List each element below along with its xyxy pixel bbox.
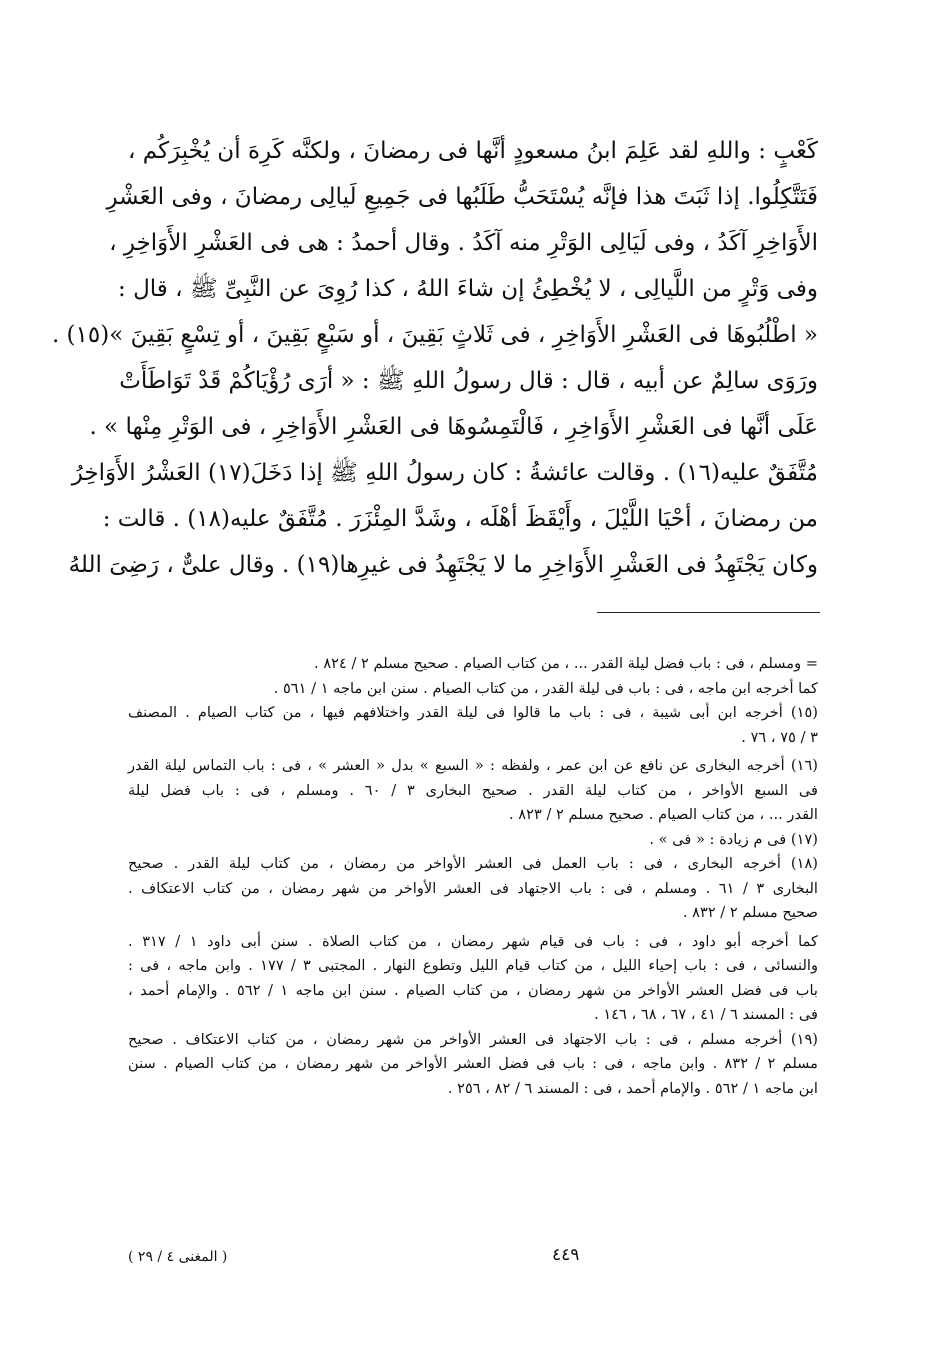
footnote-line: كما أخرجه ابن ماجه ، فى : باب فى ليلة القدر ، من كتاب الصيام . سنن ابن ماجه ١ / ٥٦١ . xyxy=(273,679,818,697)
main-text-line: عَلَى أنَّها فى العَشْرِ الأَوَاخِرِ ، فَالْتَمِسُوهَا فى العَشْرِ الأَوَاخِرِ ، فى الوَتْرِ مِنْها » . xyxy=(89,414,818,440)
page-footer xyxy=(128,1243,818,1267)
main-text-line: « اطْلُبُوهَا فى العَشْرِ الأَوَاخِرِ ، فى ثَلاثٍ بَقِينَ ، أو سَبْعٍ بَقِينَ ، أو تِسْعٍ بَقِينَ »(١٥) . xyxy=(51,322,818,348)
main-text-line: وفى وَتْرٍ من اللَّيالِى ، لا يُخْطِئُ إن شاءَ اللهُ ، كذا رُوِىَ عن النَّبِىِّ ﷺ ، قال : xyxy=(118,276,818,302)
main-text-line: كَعْبٍ : واللهِ لقد عَلِمَ ابنُ مسعودٍ أنَّها فى رمضانَ ، ولكنَّه كَرِهَ أن يُخْبِرَكُم ، xyxy=(128,138,818,164)
footnotes-block xyxy=(128,652,818,1101)
signature-mark: ( المغنى ٤ / ٢٩ ) xyxy=(128,1249,228,1265)
footnote-line: والنسائى ، فى : باب إحياء الليل ، من كتاب قيام الليل وتطوع النهار . المجتبى ٣ / ١٧٧ . وابن ماجه ، فى : xyxy=(128,957,818,974)
footnote-line: ٣ / ٧٥ ، ٧٦ . xyxy=(741,728,818,746)
footnote-line: مسلم ٢ / ٨٣٢ . وابن ماجه ، فى : باب فى فضل العشر الأواخر من شهر رمضان ، من كتاب الصيام . سنن xyxy=(128,1055,818,1072)
footnote-line: باب فى فضل العشر الأواخر من شهر رمضان ، من كتاب الصيام . سنن ابن ماجه ١ / ٥٦٢ . والإمام أحمد ، xyxy=(128,981,818,999)
footnote-line: = ومسلم ، فى : باب فضل ليلة القدر ... ، من كتاب الصيام . صحيح مسلم ٢ / ٨٢٤ . xyxy=(314,655,818,672)
footnote-line: البخارى ٣ / ٦١ . ومسلم ، فى : باب الاجتهاد فى العشر الأواخر من شهر رمضان ، من كتاب الاعتكاف . xyxy=(128,879,818,897)
main-text-line: وكان يَجْتَهِدُ فى العَشْرِ الأَوَاخِرِ ما لا يَجْتَهِدُ فى غيرِها(١٩) . وقال علىٌّ ، رَضِىَ اللهُ xyxy=(68,552,818,578)
main-text-line: من رمضانَ ، أحْيَا اللَّيْلَ ، وأَيْقَظَ أهْلَه ، وشَدَّ المِئْزَرَ . مُتَّفَقٌ عليه(١٨) . قالت : xyxy=(102,506,818,532)
footnote-line: (١٦) أخرجه البخارى عن نافع عن ابن عمر ، ولفظه : « السبع » بدل « العشر » ، فى : باب التماس ليلة القدر xyxy=(128,757,818,774)
footnote-separator xyxy=(597,612,820,613)
main-text-line: فَتَتَّكِلُوا. إذا ثَبَتَ هذا فإنَّه يُسْتَحَبُّ طَلَبُها فى جَمِيعِ لَيالِى رمضانَ ، وفى العَشْرِ xyxy=(106,184,818,210)
footnote-line: فى السبع الأواخر ، من كتاب ليلة القدر . صحيح البخارى ٣ / ٦٠ . ومسلم ، فى : باب فضل ليلة xyxy=(128,781,818,799)
footnote-line: فى : المسند ٦ / ٤١ ، ٦٧ ، ٦٨ ، ١٤٦ . xyxy=(594,1006,818,1023)
footnote-line: (١٨) أخرجه البخارى ، فى : باب العمل فى العشر الأواخر من رمضان ، من كتاب ليلة القدر . صحيح xyxy=(128,855,818,872)
page-number: ٤٤٩ xyxy=(552,1245,580,1265)
main-text-block xyxy=(51,128,818,588)
main-text-line: الأَوَاخِرِ آكَدُ ، وفى لَيَالِى الوَتْرِ منه آكَدُ . وقال أحمدُ : هى فى العَشْرِ الأَوَاخِرِ ، xyxy=(109,230,818,256)
footnote-line: كما أخرجه أبو داود ، فى : باب فى قيام شهر رمضان ، من كتاب الصلاة . سنن أبى داود ١ / ٣١٧ . xyxy=(128,932,818,950)
main-text-line: ورَوَى سالِمٌ عن أبيه ، قال : قال رسولُ اللهِ ﷺ : « أرَى رُؤْيَاكُمْ قَدْ تَوَاطَأَتْ xyxy=(119,368,818,394)
footnote-line: ابن ماجه ١ / ٥٦٢ . والإمام أحمد ، فى : المسند ٦ / ٨٢ ، ٢٥٦ . xyxy=(447,1079,818,1097)
footnote-line: صحيح مسلم ٢ / ٨٣٢ . xyxy=(682,904,818,921)
footnote-line: القدر ... ، من كتاب الصيام . صحيح مسلم ٢ / ٨٢٣ . xyxy=(509,806,818,823)
footnote-line: (١٩) أخرجه مسلم ، فى : باب الاجتهاد فى العشر الأواخر من شهر رمضان ، من كتاب الاعتكاف . صحيح xyxy=(128,1030,818,1048)
main-text-line: مُتَّفَقٌ عليه(١٦) . وقالت عائشةُ : كان رسولُ اللهِ ﷺ إذا دَخَلَ(١٧) العَشْرُ الأَوَاخِرُ xyxy=(71,460,818,486)
footnote-line: (١٧) فى م زيادة : « فى » . xyxy=(649,830,818,848)
footnote-line: (١٥) أخرجه ابن أبى شيبة ، فى : باب ما قالوا فى ليلة القدر واختلافهم فيها ، من كتاب الصيام . المصنف xyxy=(128,704,818,721)
